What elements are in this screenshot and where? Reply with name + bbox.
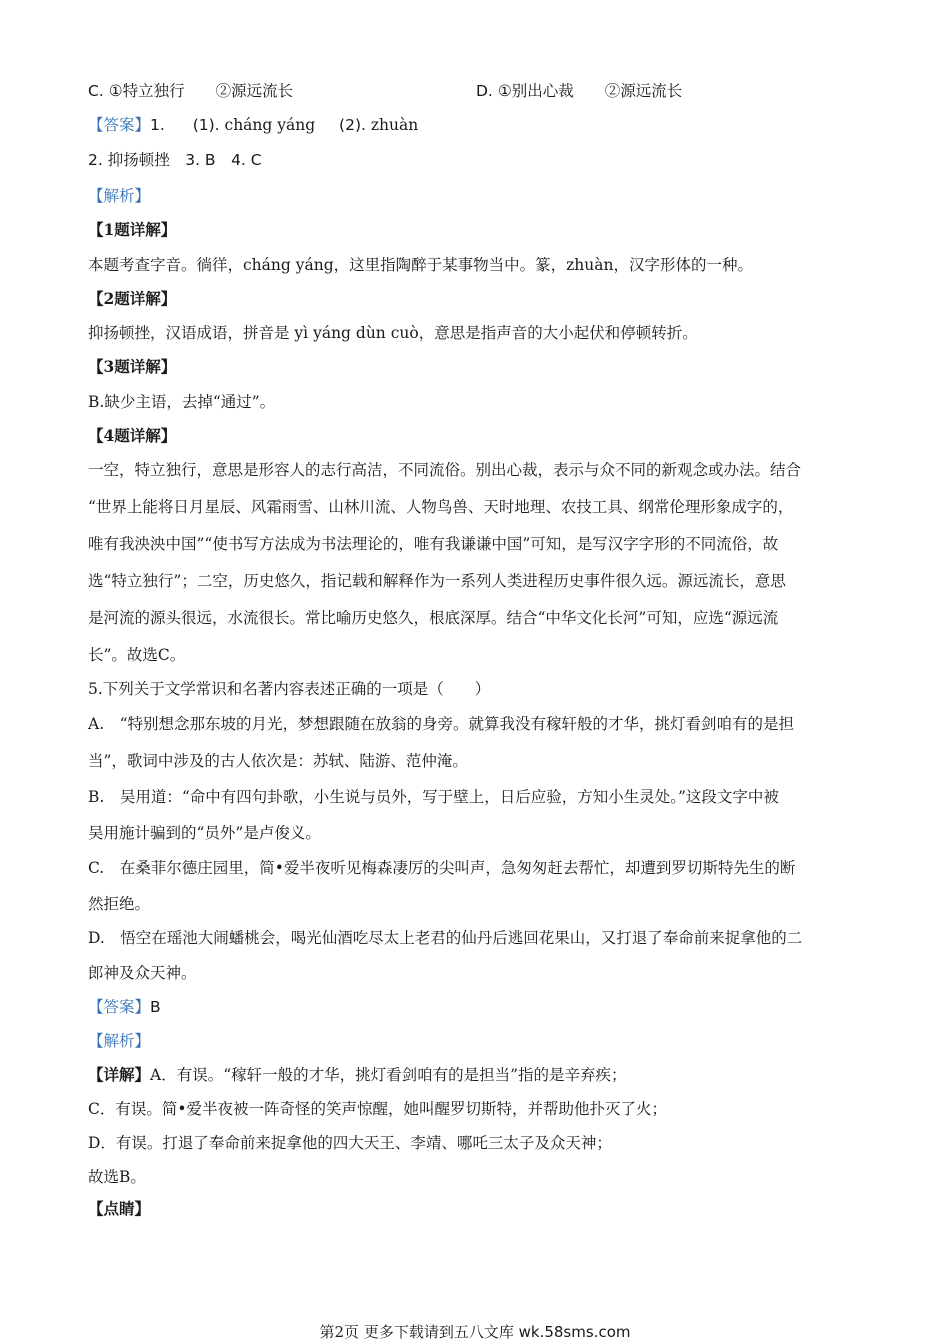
- option-c-text: ①特立独行 ②源远流长: [108, 82, 294, 100]
- answer-num: 1.: [150, 116, 165, 134]
- q4-line: 长”。故选C。: [88, 646, 186, 664]
- q5-option-b-line: 吴用施计骗到的“员外”是卢俊义。: [88, 824, 321, 842]
- answer-line-2: 2. 抑扬顿挫 3. B 4. C: [88, 151, 262, 169]
- q5-option-b-line: B. 吴用道：“命中有四句卦歌，小生说与员外，写于壁上，日后应验，方知小生灵处。”这段文字中被: [88, 788, 779, 806]
- q5-answer-tag: 【答案】: [88, 998, 151, 1016]
- q5-detail-a-text: A．有误。“稼轩一般的才华，挑灯看剑咱有的是担当”指的是辛弃疾；: [150, 1066, 627, 1084]
- answer-a-idx: (1).: [192, 116, 220, 134]
- q5-detail-tag: 【详解】: [88, 1065, 151, 1084]
- footer-site-link[interactable]: wk.58sms.com: [518, 1323, 631, 1341]
- q4-line: 选“特立独行”；二空，历史悠久，指记载和解释作为一系列人类进程历史事件很久远。源远流长，意思: [88, 572, 786, 590]
- q4-heading: 【4题详解】: [88, 426, 177, 445]
- q5-stem: 5.下列关于文学常识和名著内容表述正确的一项是（ ）: [88, 680, 491, 698]
- q5-analysis-tag: 【解析】: [88, 1032, 151, 1050]
- option-c: [88, 80, 293, 102]
- q4-line: 是河流的源头很远，水流很长。常比喻历史悠久，根底深厚。结合“中华文化长河”可知，应选“源远流: [88, 609, 779, 627]
- q5-answer-val: B: [150, 998, 161, 1016]
- analysis-tag: 【解析】: [88, 187, 151, 205]
- answer-b-idx: (2).: [339, 116, 366, 134]
- q5-detail-c: C．有误。简•爱半夜被一阵奇怪的笑声惊醒，她叫醒罗切斯特，并帮助他扑灭了火；: [88, 1100, 668, 1118]
- q5-option-c-line: 然拒绝。: [88, 895, 151, 913]
- q5-option-d-line: 郎神及众天神。: [88, 964, 197, 982]
- q3-text: B.缺少主语，去掉“通过”。: [88, 393, 276, 411]
- option-d-letter: D.: [476, 82, 493, 100]
- q5-detail-a: [88, 1064, 627, 1086]
- answer-b-val: zhuàn: [370, 116, 419, 134]
- page-footer: [0, 1322, 950, 1342]
- q4-line: 唯有我泱泱中国”“使书写方法成为书法理论的，唯有我谦谦中国”可知，是写汉字字形的不同流俗，故: [88, 535, 779, 553]
- answer-line-1: [88, 114, 418, 136]
- q2-text: 抑扬顿挫，汉语成语，拼音是 yì yáng dùn cuò，意思是指声音的大小起伏和停顿转折。: [88, 324, 698, 342]
- option-d-text: ①别出心裁 ②源远流长: [497, 82, 683, 100]
- option-d: [476, 80, 682, 102]
- q5-detail-d: D．有误。打退了奉命前来捉拿他的四大天王、李靖、哪吒三太子及众天神；: [88, 1134, 612, 1152]
- q5-option-d-line: D. 悟空在瑶池大闹蟠桃会，喝光仙酒吃尽太上老君的仙丹后逃回花果山，又打退了奉命前来捉拿他的二: [88, 929, 803, 947]
- option-c-letter: C.: [88, 82, 104, 100]
- q1-heading: 【1题详解】: [88, 220, 177, 239]
- answer-tag: 【答案】: [88, 116, 151, 134]
- q4-line: “世界上能将日月星辰、风霜雨雪、山林川流、人物鸟兽、天时地理、农技工具、纲常伦理形象成字的，: [88, 498, 794, 516]
- q5-answer: [88, 996, 161, 1018]
- q1-text: 本题考查字音。徜徉，cháng yáng，这里指陶醉于某事物当中。篆，zhuàn，汉字形体的一种。: [88, 256, 753, 274]
- q3-heading: 【3题详解】: [88, 357, 177, 376]
- q5-option-a-line: A. “特别想念那东坡的月光，梦想跟随在放翁的身旁。就算我没有稼轩般的才华，挑灯看剑咱有的是担: [88, 715, 795, 733]
- q5-comment-tag: 【点睛】: [88, 1199, 151, 1218]
- q5-option-a-line: 当”，歌词中涉及的古人依次是：苏轼、陆游、范仲淹。: [88, 752, 468, 770]
- q5-option-c-line: C. 在桑菲尔德庄园里，简•爱半夜听见梅森凄厉的尖叫声，急匆匆赶去帮忙，却遭到罗切斯特先生的断: [88, 859, 796, 877]
- page-number: 第2页: [319, 1323, 360, 1341]
- q2-heading: 【2题详解】: [88, 289, 177, 308]
- q5-conclusion: 故选B。: [88, 1168, 146, 1186]
- footer-promo: 更多下载请到五八文库: [363, 1323, 514, 1341]
- answer-a-val: cháng yáng: [224, 116, 316, 134]
- q4-line: 一空，特立独行，意思是形容人的志行高洁，不同流俗。别出心裁，表示与众不同的新观念或办法。结合: [88, 461, 802, 479]
